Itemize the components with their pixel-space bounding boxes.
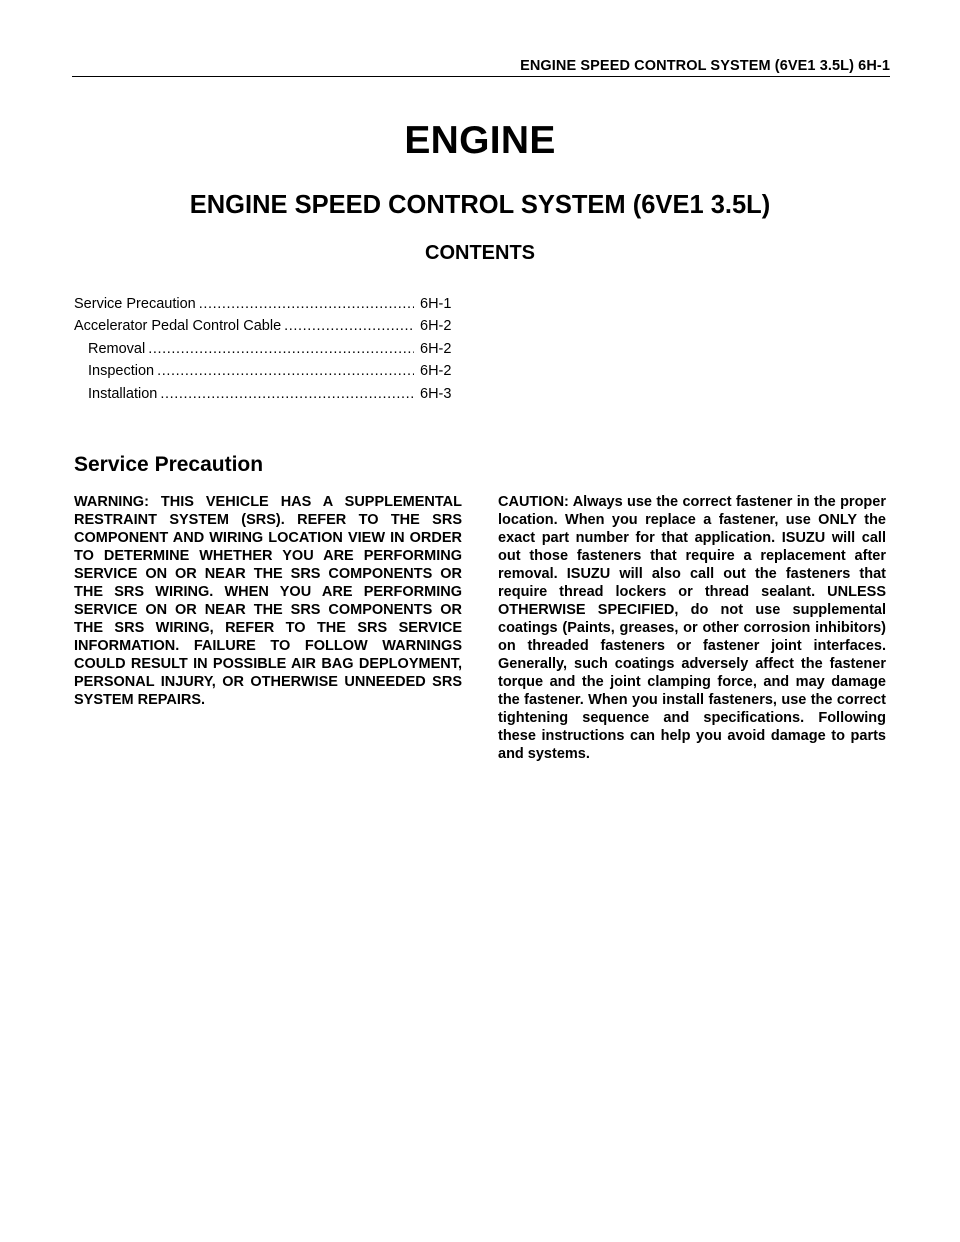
toc-item-label: Accelerator Pedal Control Cable	[74, 318, 282, 335]
chapter-title: ENGINE	[404, 119, 556, 162]
toc-item-page: 6H-2	[420, 340, 452, 357]
toc-item-page: 6H-1	[420, 296, 452, 312]
toc-item-service-precaution[interactable]	[74, 295, 466, 317]
toc-leader-dots	[284, 317, 414, 335]
toc-leader-dots	[199, 295, 414, 313]
toc-item-label: Inspection	[88, 363, 155, 380]
toc-leader-dots	[148, 340, 414, 358]
toc-item-removal[interactable]	[74, 340, 466, 362]
toc-item-page: 6H-2	[420, 318, 452, 335]
contents-heading: CONTENTS	[425, 242, 535, 264]
running-header: ENGINE SPEED CONTROL SYSTEM (6VE1 3.5L) 6H-1	[520, 58, 890, 74]
toc-item-inspection[interactable]	[74, 362, 466, 384]
toc-item-label: Removal	[88, 340, 146, 357]
toc-item-accelerator-pedal-control-cable[interactable]	[74, 317, 466, 339]
toc-item-installation[interactable]	[74, 385, 466, 407]
section-title: ENGINE SPEED CONTROL SYSTEM (6VE1 3.5L)	[189, 191, 771, 219]
toc-item-label: Installation	[88, 385, 158, 402]
header-rule	[72, 76, 890, 77]
table-of-contents	[74, 295, 466, 407]
toc-leader-dots	[157, 362, 414, 380]
caution-paragraph: CAUTION: Always use the correct fastener in the proper location. When you replace a fastener, use ONLY the exact part number for that application. ISUZU will call out those fasteners that require a replacement after removal. ISUZU will also call out the fasteners that require thread lockers or thread sealant. UNLESS OTHERWISE SPECIFIED, do not use supplemental coatings (Paints, greases, or other corrosion inhibitors) on threaded fasteners or fastener joint interfaces. Generally, such coatings adversely affect the fastener torque and the joint clamping force, and may damage the fastener. When you install fasteners, use the correct tightening sequence and specifications. Following these instructions can help you avoid damage to parts and systems.	[498, 494, 886, 762]
warning-paragraph: WARNING: THIS VEHICLE HAS A SUPPLEMENTAL RESTRAINT SYSTEM (SRS). REFER TO THE SRS COMPONENT AND WIRING LOCATION VIEW IN ORDER TO DETERMINE WHETHER YOU ARE PERFORMING SERVICE ON OR NEAR THE SRS COMPONENTS OR THE SRS WIRING. WHEN YOU ARE PERFORMING SERVICE ON OR NEAR THE SRS COMPONENTS OR THE SRS WIRING, REFER TO THE SRS SERVICE INFORMATION. FAILURE TO FOLLOW WARNINGS COULD RESULT IN POSSIBLE AIR BAG DEPLOYMENT, PERSONAL INJURY, OR OTHERWISE UNNEEDED SRS SYSTEM REPAIRS.	[74, 494, 462, 708]
toc-leader-dots	[160, 385, 414, 403]
toc-item-page: 6H-3	[420, 385, 452, 402]
service-precaution-heading: Service Precaution	[74, 453, 264, 476]
toc-item-label: Service Precaution	[74, 296, 196, 312]
toc-item-page: 6H-2	[420, 363, 452, 380]
